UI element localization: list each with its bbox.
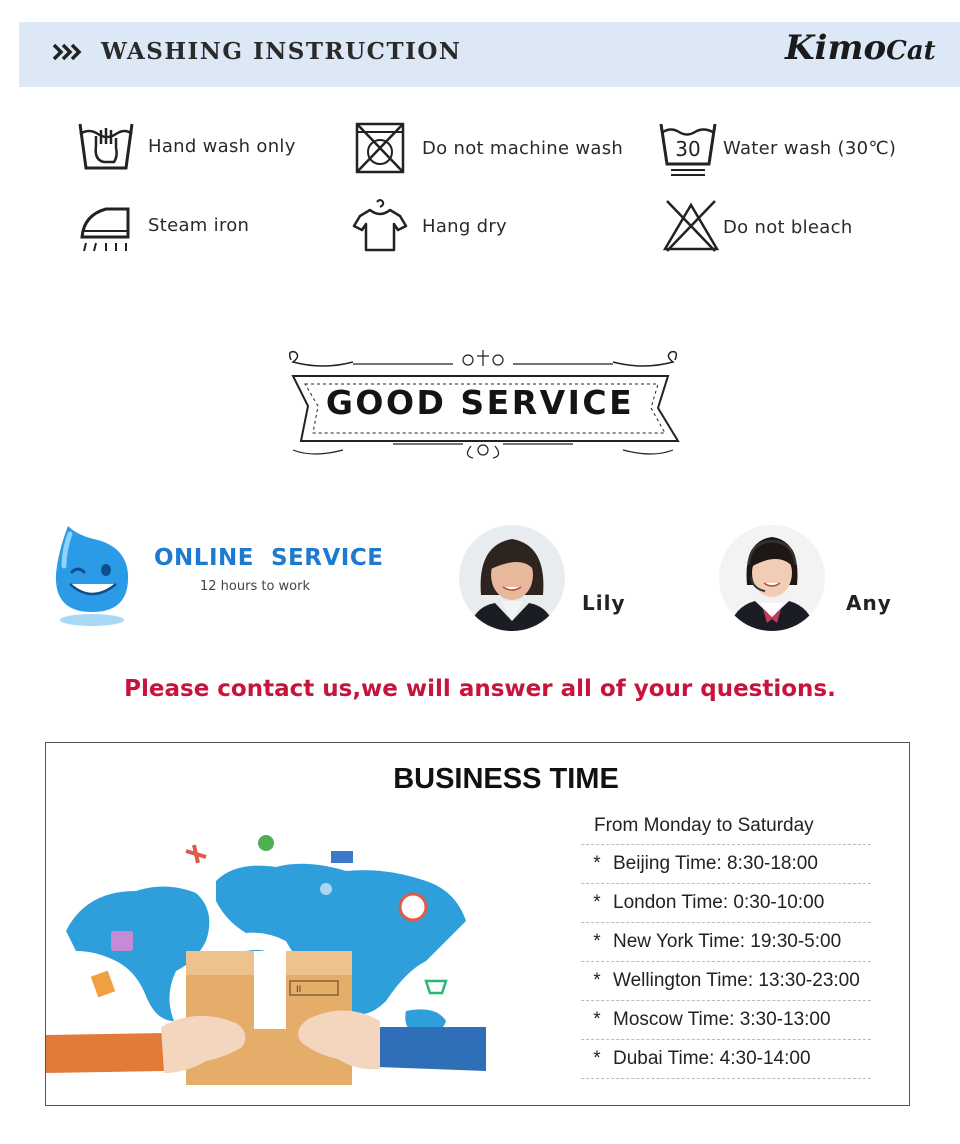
- header-title: WASHING INSTRUCTION: [101, 38, 462, 65]
- business-hours-list: [581, 811, 871, 1079]
- online-service-subtitle: 12 hours to work: [200, 579, 310, 594]
- wash-item-iron: [76, 195, 249, 255]
- wash-item-no-machine: [350, 118, 623, 178]
- world-map-delivery-illustration: [46, 821, 506, 1103]
- business-hours-row: * Moscow Time: 3:30-13:00: [581, 1001, 871, 1040]
- wash-label: Hand wash only: [148, 135, 296, 157]
- header-bar: [19, 22, 960, 87]
- business-time-title: BUSINESS TIME: [393, 763, 619, 795]
- brand-logo: KimoCat: [785, 28, 936, 68]
- wash-label: Water wash (30℃): [723, 137, 897, 159]
- agent-avatar: [459, 525, 565, 631]
- agent-name: Any: [846, 591, 892, 615]
- contact-message: Please contact us,we will answer all of your questions.: [124, 676, 836, 702]
- business-hours-row: * Beijing Time: 8:30-18:00: [581, 845, 871, 884]
- wash-30-icon: [657, 118, 717, 178]
- business-days: From Monday to Saturday: [581, 811, 871, 845]
- svg-text:30: 30: [675, 137, 701, 161]
- no-bleach-icon: [661, 197, 721, 257]
- wash-item-hang: [350, 196, 507, 256]
- hang-dry-icon: [350, 196, 410, 256]
- business-hours-row: * Dubai Time: 4:30-14:00: [581, 1040, 871, 1079]
- no-machine-wash-icon: [350, 118, 410, 178]
- svg-text:II: II: [296, 985, 302, 995]
- truck-icon: [331, 851, 353, 863]
- wash-label: Hang dry: [422, 215, 507, 237]
- business-hours-row: * London Time: 0:30-10:00: [581, 884, 871, 923]
- wash-item-30: [657, 118, 896, 178]
- smiley-wink-icon: [48, 522, 138, 630]
- shopping-bag-icon: [111, 931, 133, 951]
- wash-label: Steam iron: [148, 214, 250, 236]
- agent-name: Lily: [582, 591, 626, 615]
- wash-item-no-bleach: [661, 197, 853, 257]
- agent-avatar: [719, 525, 825, 631]
- compass-icon: [400, 894, 426, 920]
- wash-label: Do not bleach: [723, 216, 853, 238]
- wash-item-hand: [76, 116, 296, 176]
- business-hours-row: * New York Time: 19:30-5:00: [581, 923, 871, 962]
- online-service-title: ONLINE SERVICE: [154, 545, 384, 571]
- business-time-panel: [45, 742, 910, 1106]
- cart-icon: [426, 981, 446, 993]
- document-icon: [91, 971, 115, 998]
- wash-label: Do not machine wash: [422, 137, 624, 159]
- triple-chevron-icon: [52, 41, 82, 63]
- business-hours-row: * Wellington Time: 13:30-23:00: [581, 962, 871, 1001]
- good-service-title: GOOD SERVICE: [325, 383, 635, 422]
- chat-user-icon: [258, 835, 274, 851]
- hand-wash-icon: [76, 116, 136, 176]
- steam-iron-icon: [76, 195, 136, 255]
